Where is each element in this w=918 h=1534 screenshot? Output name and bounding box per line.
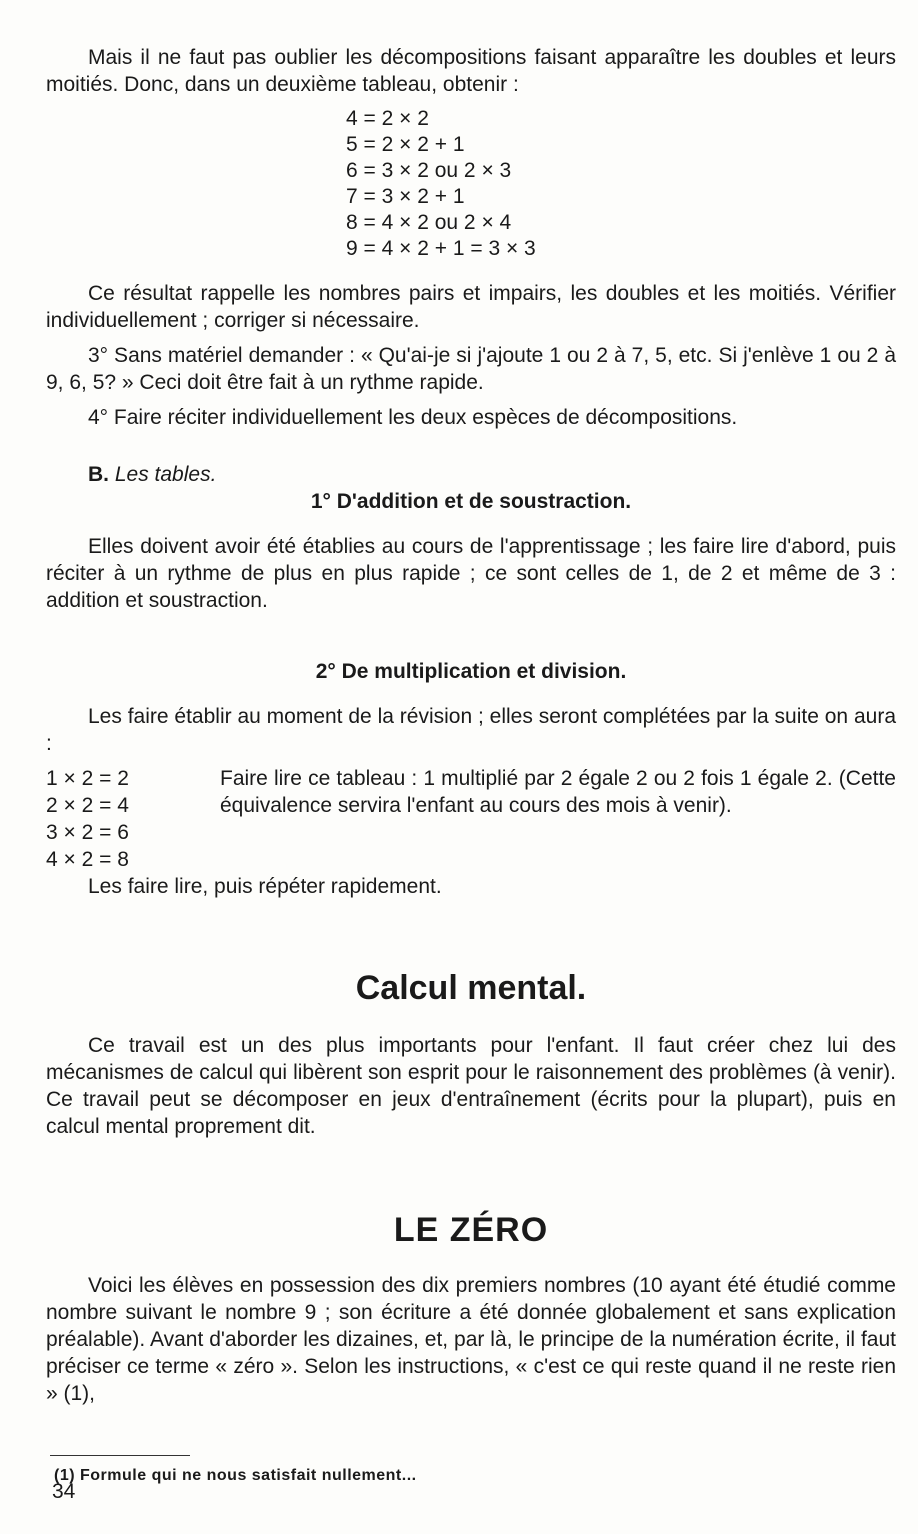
result-paragraph: Ce résultat rappelle les nombres pairs et impairs, les doubles et les moitiés. Vérifier individuellement ; corriger si nécessaire.: [46, 282, 896, 332]
subsection-2-closing: Les faire lire, puis répéter rapidement.: [88, 875, 442, 898]
heading-le-zero: LE ZÉRO: [393, 1211, 549, 1249]
decomposition-list: [346, 106, 896, 262]
page-number: 34: [52, 1480, 76, 1503]
subsection-1-paragraph: Elles doivent avoir été établies au cours de l'apprentissage ; les faire lire d'abord, puis réciter à un rythme de plus en plus rapide ; ce sont celles de 1, de 2 et même de 3 : addition et soustraction.: [46, 535, 896, 612]
section-b-heading: [88, 461, 896, 488]
point-3-paragraph: 3° Sans matériel demander : « Qu'ai-je si j'ajoute 1 ou 2 à 7, 5, etc. Si j'enlève 1 ou 2 à 9, 6, 5? » Ceci doit être fait à un rythme rapide.: [46, 344, 896, 394]
decomposition-line: 5 = 2 × 2 + 1: [346, 133, 465, 156]
calcul-paragraph: Ce travail est un des plus importants pour l'enfant. Il faut créer chez lui des mécanismes de calcul qui libèrent son esprit pour le raisonnement des problèmes (à venir). Ce travail peut se décomposer en jeux d'entraînement (écrits pour la plupart), puis en calcul mental proprement dit.: [46, 1034, 896, 1138]
footnote: (1) Formule qui ne nous satisfait nullement...: [54, 1467, 417, 1484]
multiplication-line: 2 × 2 = 4: [46, 794, 129, 817]
section-letter: B.: [88, 463, 109, 486]
decomposition-line: 4 = 2 × 2: [346, 107, 429, 130]
point-4-paragraph: 4° Faire réciter individuellement les deux espèces de décompositions.: [88, 406, 738, 429]
multiplication-line: 4 × 2 = 8: [46, 848, 129, 871]
footnote-divider: [50, 1455, 190, 1456]
zero-paragraph: Voici les élèves en possession des dix premiers nombres (10 ayant été étudié comme nombre suivant le nombre 9 ; son écriture a été donnée globalement et sans explication préalable). Avant d'aborder les dizaines, et, par là, le principe de la numération écrite, il faut préciser ce terme « zéro ». Selon les instructions, « c'est ce qui reste quand il ne reste rien » (1),: [46, 1274, 896, 1405]
multiplication-explanation: Faire lire ce tableau : 1 multiplié par 2 égale 2 ou 2 fois 1 égale 2. (Cette équivalence servira l'enfant au cours des mois à venir).: [220, 767, 896, 817]
decomposition-line: 7 = 3 × 2 + 1: [346, 185, 465, 208]
decomposition-line: 8 = 4 × 2 ou 2 × 4: [346, 211, 512, 234]
heading-calcul-mental: Calcul mental.: [355, 969, 587, 1007]
subsection-2-title: 2° De multiplication et division.: [315, 660, 627, 683]
intro-paragraph: Mais il ne faut pas oublier les décompositions faisant apparaître les doubles et leurs moitiés. Donc, dans un deuxième tableau, obtenir :: [46, 46, 896, 96]
subsection-1-title: 1° D'addition et de soustraction.: [310, 490, 632, 513]
multiplication-table-block: [46, 765, 896, 873]
decomposition-line: 9 = 4 × 2 + 1 = 3 × 3: [346, 237, 536, 260]
multiplication-line: 3 × 2 = 6: [46, 821, 129, 844]
multiplication-line: 1 × 2 = 2: [46, 767, 129, 790]
multiplication-table: [46, 765, 220, 873]
subsection-2-paragraph: Les faire établir au moment de la révision ; elles seront complétées par la suite on aura :: [46, 705, 896, 755]
decomposition-line: 6 = 3 × 2 ou 2 × 3: [346, 159, 512, 182]
section-title: Les tables.: [114, 463, 217, 486]
